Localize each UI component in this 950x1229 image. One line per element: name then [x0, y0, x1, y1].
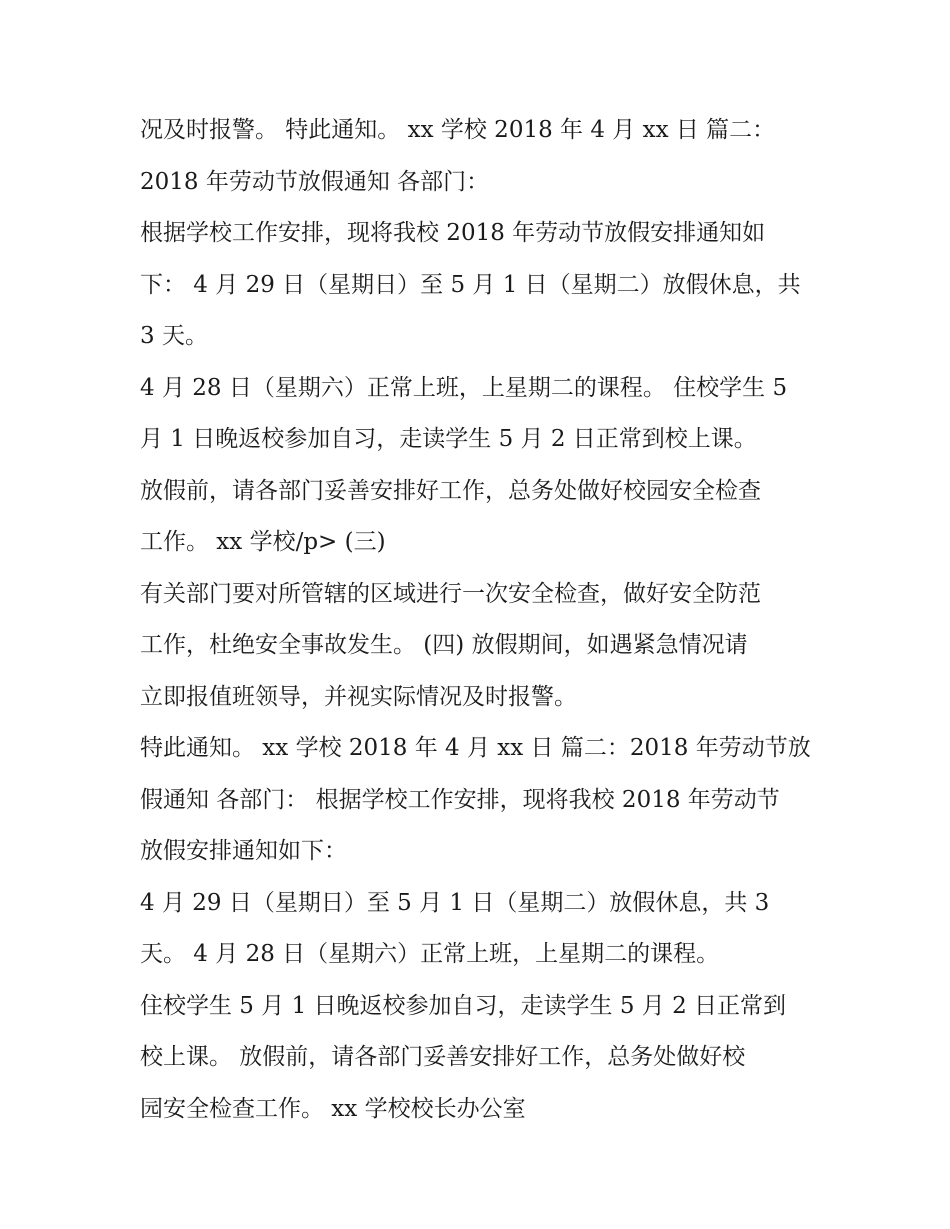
- text-line: 3 天。: [140, 323, 208, 349]
- text-line: 2018 年劳动节放假通知 各部门：: [140, 168, 490, 195]
- text-line: 校上课。 放假前，请各部门妥善安排好工作，总务处做好校: [140, 1044, 746, 1070]
- text-line: 工作。 xx 学校/p> (三): [140, 529, 386, 555]
- text-line: 园安全检查工作。 xx 学校校长办公室: [140, 1095, 526, 1122]
- text-line: 况及时报警。 特此通知。 xx 学校 2018 年 4 月 xx 日 篇二：: [140, 117, 776, 143]
- text-line: 4 月 29 日（星期日）至 5 月 1 日（星期二）放假休息，共 3: [140, 889, 770, 916]
- text-line: 下： 4 月 29 日（星期日）至 5 月 1 日（星期二）放假休息，共: [140, 271, 801, 298]
- text-line: 特此通知。 xx 学校 2018 年 4 月 xx 日 篇二：2018 年劳动节放: [140, 735, 811, 761]
- text-line: 放假安排通知如下：: [140, 838, 347, 864]
- text-line: 立即报值班领导，并视实际情况及时报警。: [140, 683, 577, 710]
- text-line: 4 月 28 日（星期六）正常上班，上星期二的课程。 住校学生 5: [140, 374, 788, 401]
- text-line: 天。 4 月 28 日（星期六）正常上班，上星期二的课程。: [140, 941, 720, 967]
- text-line: 放假前，请各部门妥善安排好工作，总务处做好校园安全检查: [140, 477, 761, 504]
- document-body: [140, 105, 830, 1135]
- text-line: 月 1 日晚返校参加自习，走读学生 5 月 2 日正常到校上课。: [140, 426, 757, 452]
- text-line: 假通知 各部门： 根据学校工作安排，现将我校 2018 年劳动节: [140, 786, 780, 813]
- text-line: 根据学校工作安排，现将我校 2018 年劳动节放假安排通知如: [140, 220, 766, 246]
- text-line: 工作，杜绝安全事故发生。 (四) 放假期间，如遇紧急情况请: [140, 632, 748, 658]
- text-line: 住校学生 5 月 1 日晚返校参加自习，走读学生 5 月 2 日正常到: [140, 992, 787, 1019]
- text-line: 有关部门要对所管辖的区域进行一次安全检查，做好安全防范: [140, 580, 761, 607]
